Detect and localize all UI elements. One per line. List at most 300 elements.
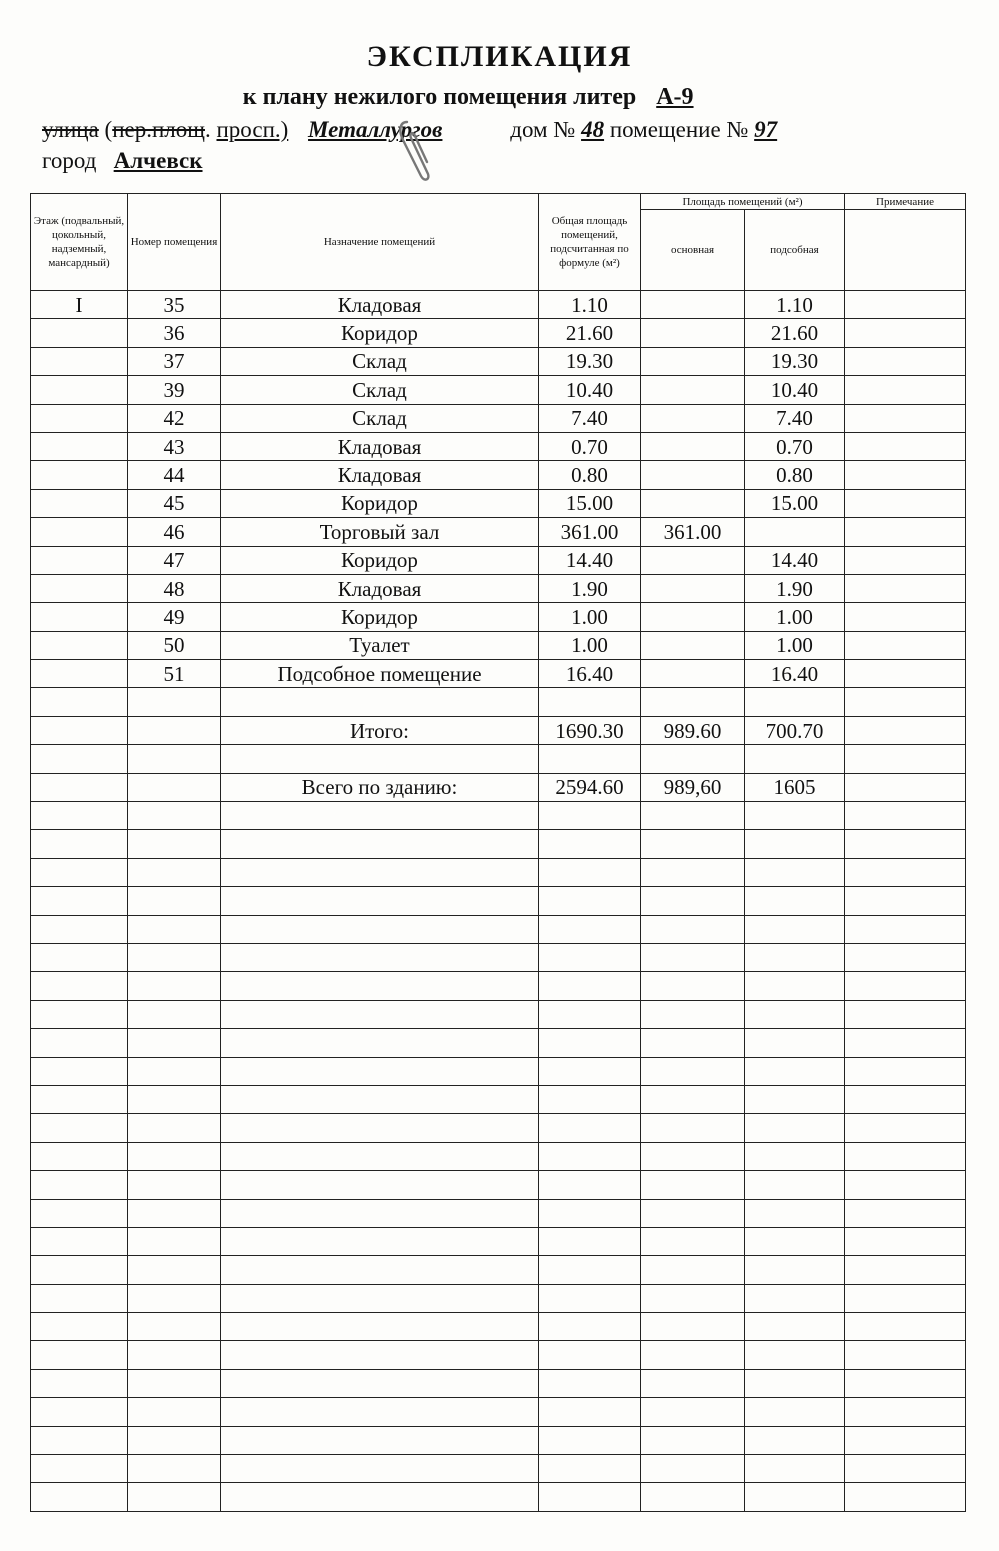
cell-room-number — [128, 1199, 221, 1227]
cell-aux-area: 14.40 — [745, 546, 845, 574]
cell-room-number: 44 — [128, 461, 221, 489]
cell-main-area — [641, 745, 745, 773]
cell-total-area: 14.40 — [539, 546, 641, 574]
cell-purpose: Склад — [221, 376, 539, 404]
cell-total-area — [539, 802, 641, 830]
cell-total-area: 1.10 — [539, 291, 641, 319]
table-row-blank — [31, 1171, 966, 1199]
table-row-blank — [31, 1029, 966, 1057]
cell-main-area — [641, 1227, 745, 1255]
cell-floor — [31, 404, 128, 432]
cell-note — [845, 489, 966, 517]
cell-note — [845, 603, 966, 631]
cell-main-area — [641, 631, 745, 659]
cell-floor — [31, 574, 128, 602]
cell-aux-area — [745, 887, 845, 915]
cell-total-area — [539, 688, 641, 716]
cell-aux-area: 1.10 — [745, 291, 845, 319]
cell-aux-area: 1.00 — [745, 603, 845, 631]
table-row — [31, 745, 966, 773]
cell-note — [845, 1483, 966, 1511]
cell-aux-area — [745, 1398, 845, 1426]
cell-room-number — [128, 1313, 221, 1341]
cell-main-area — [641, 1483, 745, 1511]
cell-room-number — [128, 1284, 221, 1312]
cell-floor — [31, 1142, 128, 1170]
cell-total-area — [539, 943, 641, 971]
cell-total-area: 21.60 — [539, 319, 641, 347]
cell-room-number — [128, 972, 221, 1000]
cell-purpose — [221, 915, 539, 943]
header-purpose: Назначение помещений — [221, 194, 539, 291]
city-line — [42, 148, 203, 174]
cell-aux-area: 0.70 — [745, 432, 845, 460]
cell-main-area — [641, 915, 745, 943]
cell-floor — [31, 1483, 128, 1511]
cell-note — [845, 1256, 966, 1284]
cell-room-number — [128, 1029, 221, 1057]
cell-note — [845, 1114, 966, 1142]
table-row — [31, 404, 966, 432]
cell-purpose — [221, 1057, 539, 1085]
table-row-blank — [31, 1199, 966, 1227]
cell-total-area — [539, 1256, 641, 1284]
cell-main-area — [641, 688, 745, 716]
cell-floor — [31, 631, 128, 659]
cell-purpose — [221, 1199, 539, 1227]
cell-main-area — [641, 1313, 745, 1341]
cell-aux-area — [745, 1142, 845, 1170]
cell-aux-area: 7.40 — [745, 404, 845, 432]
cell-floor — [31, 376, 128, 404]
table-row — [31, 773, 966, 801]
cell-purpose: Коридор — [221, 603, 539, 631]
header-area-group: Площадь помещений (м²) — [641, 194, 845, 210]
cell-note — [845, 347, 966, 375]
cell-room-number — [128, 716, 221, 744]
cell-total-area — [539, 1227, 641, 1255]
cell-room-number: 36 — [128, 319, 221, 347]
cell-floor — [31, 887, 128, 915]
cell-main-area — [641, 1341, 745, 1369]
table-row-blank — [31, 915, 966, 943]
street-name: Металлургов — [308, 117, 443, 142]
cell-purpose — [221, 1000, 539, 1028]
cell-purpose: Склад — [221, 404, 539, 432]
cell-room-number — [128, 830, 221, 858]
cell-room-number — [128, 745, 221, 773]
cell-total-area — [539, 1483, 641, 1511]
cell-note — [845, 943, 966, 971]
table-row-blank — [31, 972, 966, 1000]
cell-aux-area — [745, 915, 845, 943]
table-body — [31, 291, 966, 1512]
table-row-blank — [31, 1256, 966, 1284]
cell-main-area — [641, 1000, 745, 1028]
cell-room-number: 45 — [128, 489, 221, 517]
cell-total-area: 0.70 — [539, 432, 641, 460]
table-row — [31, 376, 966, 404]
cell-room-number — [128, 1369, 221, 1397]
cell-purpose: Кладовая — [221, 574, 539, 602]
street-type-selected: просп.) — [216, 117, 289, 142]
table-row-blank — [31, 887, 966, 915]
header-note: Примечание — [845, 194, 966, 210]
cell-note — [845, 319, 966, 347]
cell-floor — [31, 773, 128, 801]
cell-main-area — [641, 1455, 745, 1483]
cell-floor — [31, 319, 128, 347]
cell-aux-area — [745, 1171, 845, 1199]
cell-total-area — [539, 1085, 641, 1113]
cell-room-number — [128, 887, 221, 915]
room-number: 97 — [754, 117, 778, 142]
cell-room-number — [128, 1142, 221, 1170]
cell-purpose — [221, 943, 539, 971]
cell-note — [845, 1029, 966, 1057]
cell-floor — [31, 1085, 128, 1113]
cell-note — [845, 1455, 966, 1483]
cell-floor — [31, 1369, 128, 1397]
table-row-blank — [31, 1142, 966, 1170]
cell-purpose — [221, 1369, 539, 1397]
cell-note — [845, 1313, 966, 1341]
cell-note — [845, 546, 966, 574]
house-number: 48 — [581, 117, 605, 142]
cell-note — [845, 1142, 966, 1170]
cell-purpose — [221, 1171, 539, 1199]
table-row-blank — [31, 943, 966, 971]
cell-room-number — [128, 773, 221, 801]
cell-main-area — [641, 1085, 745, 1113]
cell-room-number: 49 — [128, 603, 221, 631]
cell-purpose — [221, 1227, 539, 1255]
table-row — [31, 603, 966, 631]
table-row-blank — [31, 1114, 966, 1142]
cell-aux-area — [745, 858, 845, 886]
cell-note — [845, 404, 966, 432]
cell-note — [845, 631, 966, 659]
cell-total-area: 2594.60 — [539, 773, 641, 801]
cell-aux-area — [745, 972, 845, 1000]
cell-purpose — [221, 1114, 539, 1142]
cell-room-number — [128, 1057, 221, 1085]
table-row — [31, 660, 966, 688]
cell-total-area — [539, 972, 641, 1000]
table-row-blank — [31, 1426, 966, 1454]
table-row — [31, 319, 966, 347]
cell-floor — [31, 1313, 128, 1341]
cell-total-area: 361.00 — [539, 518, 641, 546]
cell-note — [845, 376, 966, 404]
cell-total-area — [539, 1199, 641, 1227]
cell-purpose — [221, 1398, 539, 1426]
cell-note — [845, 1426, 966, 1454]
city-label: город — [42, 148, 97, 173]
cell-main-area — [641, 489, 745, 517]
header-floor: Этаж (подвальный, цокольный, надземный, мансардный) — [31, 194, 128, 291]
cell-main-area: 361.00 — [641, 518, 745, 546]
cell-purpose — [221, 1085, 539, 1113]
cell-aux-area: 1.90 — [745, 574, 845, 602]
cell-purpose: Коридор — [221, 546, 539, 574]
cell-room-number: 37 — [128, 347, 221, 375]
cell-aux-area — [745, 802, 845, 830]
document-subtitle — [0, 84, 999, 111]
cell-main-area — [641, 404, 745, 432]
cell-floor — [31, 432, 128, 460]
cell-room-number: 39 — [128, 376, 221, 404]
cell-note — [845, 574, 966, 602]
cell-main-area: 989.60 — [641, 716, 745, 744]
cell-main-area — [641, 802, 745, 830]
cell-room-number — [128, 1000, 221, 1028]
cell-aux-area — [745, 745, 845, 773]
header-note-blank — [845, 210, 966, 291]
cell-main-area — [641, 1057, 745, 1085]
street-type-dot: . — [204, 117, 217, 142]
cell-total-area — [539, 1284, 641, 1312]
cell-total-area — [539, 915, 641, 943]
cell-floor — [31, 603, 128, 631]
table-row-blank — [31, 1284, 966, 1312]
cell-floor — [31, 489, 128, 517]
cell-floor — [31, 1000, 128, 1028]
cell-main-area — [641, 830, 745, 858]
cell-main-area — [641, 546, 745, 574]
cell-total-area — [539, 1313, 641, 1341]
cell-room-number: 48 — [128, 574, 221, 602]
cell-purpose: Кладовая — [221, 432, 539, 460]
cell-note — [845, 1341, 966, 1369]
cell-aux-area — [745, 1341, 845, 1369]
subtitle-prefix: к плану нежилого помещения литер — [242, 84, 637, 110]
cell-purpose — [221, 802, 539, 830]
street-type-struck-2: пер.площ — [112, 117, 205, 142]
cell-total-area — [539, 1455, 641, 1483]
table-row — [31, 291, 966, 319]
table-row-blank — [31, 1455, 966, 1483]
cell-total-area — [539, 1029, 641, 1057]
city-name: Алчевск — [113, 148, 203, 173]
cell-room-number: 35 — [128, 291, 221, 319]
cell-room-number — [128, 1341, 221, 1369]
header-main: основная — [641, 210, 745, 291]
cell-note — [845, 1057, 966, 1085]
cell-total-area — [539, 1341, 641, 1369]
cell-note — [845, 1085, 966, 1113]
table-row — [31, 688, 966, 716]
cell-aux-area — [745, 1029, 845, 1057]
table-row-blank — [31, 1341, 966, 1369]
cell-floor — [31, 1057, 128, 1085]
cell-floor — [31, 660, 128, 688]
cell-total-area — [539, 1057, 641, 1085]
cell-note — [845, 1000, 966, 1028]
cell-floor — [31, 716, 128, 744]
cell-total-area: 19.30 — [539, 347, 641, 375]
header-auxiliary: подсобная — [745, 210, 845, 291]
street-type-struck: улица — [42, 117, 99, 142]
cell-total-area: 7.40 — [539, 404, 641, 432]
table-row — [31, 518, 966, 546]
cell-aux-area — [745, 1313, 845, 1341]
cell-room-number: 42 — [128, 404, 221, 432]
cell-floor — [31, 1227, 128, 1255]
table-row-blank — [31, 858, 966, 886]
cell-floor — [31, 461, 128, 489]
cell-total-area: 10.40 — [539, 376, 641, 404]
table-row-blank — [31, 1085, 966, 1113]
cell-aux-area — [745, 1483, 845, 1511]
cell-purpose — [221, 858, 539, 886]
cell-room-number — [128, 1455, 221, 1483]
cell-total-area: 1.00 — [539, 631, 641, 659]
cell-note — [845, 802, 966, 830]
cell-room-number: 47 — [128, 546, 221, 574]
cell-aux-area — [745, 1426, 845, 1454]
cell-aux-area: 1.00 — [745, 631, 845, 659]
cell-total-area: 1.00 — [539, 603, 641, 631]
cell-aux-area: 0.80 — [745, 461, 845, 489]
cell-purpose — [221, 830, 539, 858]
cell-room-number — [128, 1256, 221, 1284]
cell-note — [845, 830, 966, 858]
cell-main-area — [641, 660, 745, 688]
cell-purpose — [221, 1455, 539, 1483]
cell-purpose: Коридор — [221, 489, 539, 517]
cell-note — [845, 972, 966, 1000]
cell-note — [845, 291, 966, 319]
cell-floor — [31, 1171, 128, 1199]
cell-note — [845, 1171, 966, 1199]
cell-note — [845, 1398, 966, 1426]
table-row — [31, 631, 966, 659]
cell-room-number — [128, 1483, 221, 1511]
cell-main-area — [641, 461, 745, 489]
cell-aux-area: 21.60 — [745, 319, 845, 347]
cell-floor — [31, 1256, 128, 1284]
table-row-blank — [31, 1313, 966, 1341]
cell-room-number: 46 — [128, 518, 221, 546]
cell-note — [845, 887, 966, 915]
cell-main-area — [641, 943, 745, 971]
table-row-blank — [31, 1000, 966, 1028]
cell-room-number — [128, 1398, 221, 1426]
table-row-blank — [31, 1369, 966, 1397]
cell-purpose — [221, 688, 539, 716]
cell-total-area — [539, 745, 641, 773]
cell-purpose — [221, 1483, 539, 1511]
cell-room-number — [128, 688, 221, 716]
cell-room-number — [128, 1171, 221, 1199]
cell-main-area — [641, 291, 745, 319]
cell-room-number — [128, 915, 221, 943]
cell-aux-area — [745, 1455, 845, 1483]
cell-purpose: Торговый зал — [221, 518, 539, 546]
cell-note — [845, 773, 966, 801]
cell-aux-area — [745, 1284, 845, 1312]
cell-note — [845, 1284, 966, 1312]
cell-main-area — [641, 319, 745, 347]
cell-aux-area — [745, 1085, 845, 1113]
cell-aux-area — [745, 1114, 845, 1142]
cell-room-number — [128, 1227, 221, 1255]
cell-purpose — [221, 1142, 539, 1170]
table-row-blank — [31, 1398, 966, 1426]
cell-floor — [31, 1398, 128, 1426]
cell-note — [845, 660, 966, 688]
cell-note — [845, 1227, 966, 1255]
cell-main-area — [641, 858, 745, 886]
header-total-area: Общая площадь помещений, подсчитанная по формуле (м²) — [539, 194, 641, 291]
street-type-paren: ( — [104, 117, 113, 142]
cell-room-number — [128, 802, 221, 830]
cell-main-area — [641, 1369, 745, 1397]
table-row — [31, 574, 966, 602]
cell-purpose: Кладовая — [221, 461, 539, 489]
room-label: помещение № — [609, 117, 749, 142]
cell-floor — [31, 1284, 128, 1312]
cell-aux-area — [745, 688, 845, 716]
cell-purpose — [221, 887, 539, 915]
cell-aux-area — [745, 1369, 845, 1397]
cell-purpose: Склад — [221, 347, 539, 375]
cell-aux-area: 10.40 — [745, 376, 845, 404]
cell-total-area: 0.80 — [539, 461, 641, 489]
liter-value: А-9 — [656, 84, 694, 110]
cell-total-area — [539, 1426, 641, 1454]
cell-purpose — [221, 1029, 539, 1057]
cell-floor — [31, 802, 128, 830]
cell-room-number — [128, 1114, 221, 1142]
cell-main-area — [641, 1426, 745, 1454]
cell-floor — [31, 1455, 128, 1483]
house-label: дом № — [510, 117, 576, 142]
cell-total-area: 1690.30 — [539, 716, 641, 744]
table-row — [31, 716, 966, 744]
cell-floor — [31, 972, 128, 1000]
cell-main-area — [641, 1256, 745, 1284]
cell-main-area — [641, 1284, 745, 1312]
cell-purpose — [221, 1313, 539, 1341]
table-row — [31, 347, 966, 375]
cell-main-area — [641, 347, 745, 375]
cell-total-area — [539, 830, 641, 858]
cell-main-area — [641, 1171, 745, 1199]
cell-floor — [31, 1114, 128, 1142]
cell-total-area — [539, 1398, 641, 1426]
explication-table — [30, 193, 966, 1512]
cell-total-area — [539, 1000, 641, 1028]
cell-floor: I — [31, 291, 128, 319]
cell-total-area: 1.90 — [539, 574, 641, 602]
cell-aux-area: 16.40 — [745, 660, 845, 688]
cell-aux-area: 15.00 — [745, 489, 845, 517]
cell-purpose: Туалет — [221, 631, 539, 659]
cell-aux-area — [745, 1227, 845, 1255]
cell-aux-area — [745, 1199, 845, 1227]
cell-aux-area: 700.70 — [745, 716, 845, 744]
table-row-blank — [31, 1483, 966, 1511]
cell-main-area — [641, 432, 745, 460]
cell-floor — [31, 1029, 128, 1057]
table-row-blank — [31, 830, 966, 858]
table-row — [31, 432, 966, 460]
cell-main-area — [641, 1029, 745, 1057]
cell-aux-area — [745, 830, 845, 858]
cell-room-number: 50 — [128, 631, 221, 659]
